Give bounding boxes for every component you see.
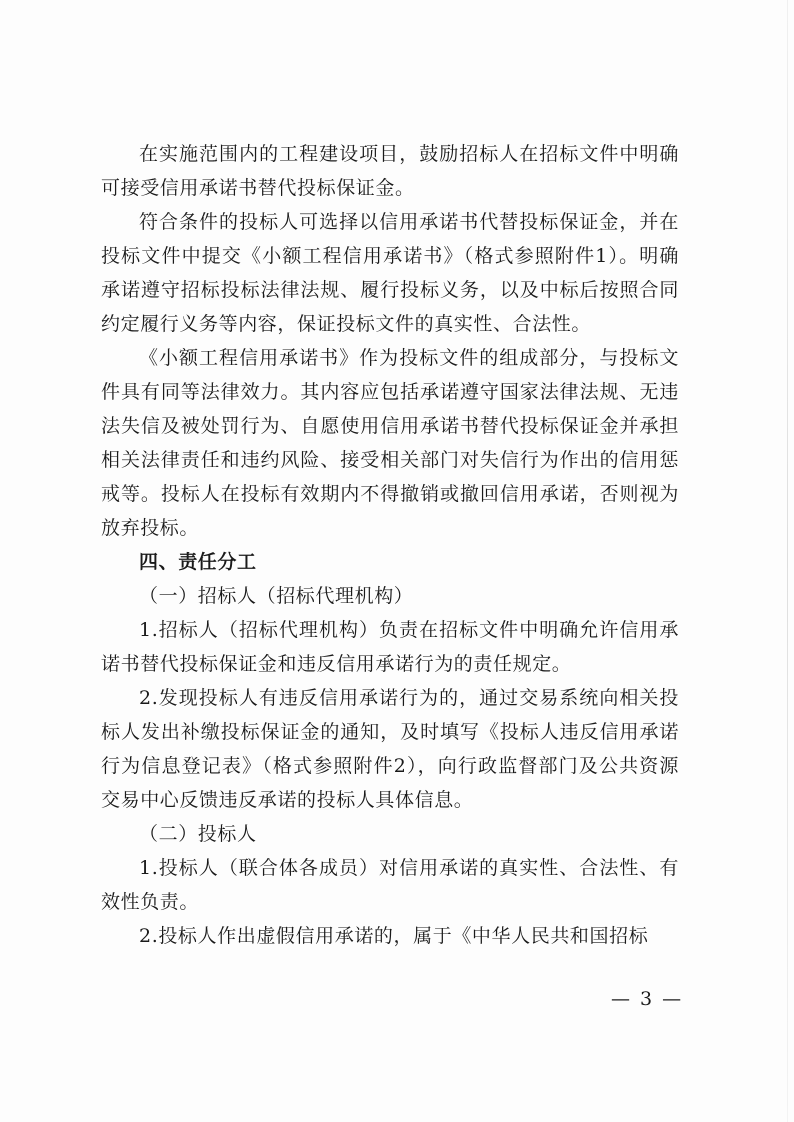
paragraph-eligible-bidders: 符合条件的投标人可选择以信用承诺书代替投标保证金，并在投标文件中提交《小额工程信用承诺书》（格式参照附件1）。明确承诺遵守招标投标法律法规、履行投标义务，以及中标后按照合同约定履行义务等内容，保证投标文件的真实性、合法性。 [101, 211, 679, 335]
paragraph-tenderer-duty-1: 1.招标人（招标代理机构）负责在招标文件中明确允许信用承诺书替代投标保证金和违反信用承诺行为的责任规定。 [101, 619, 679, 675]
paragraph-encourage-credit-commitment: 在实施范围内的工程建设项目，鼓励招标人在招标文件中明确可接受信用承诺书替代投标保证金。 [101, 143, 679, 199]
paragraph-bidder-duty-1: 1.投标人（联合体各成员）对信用承诺的真实性、合法性、有效性负责。 [101, 857, 679, 913]
paragraph-tenderer-duty-2: 2.发现投标人有违反信用承诺行为的，通过交易系统向相关投标人发出补缴投标保证金的通知，及时填写《投标人违反信用承诺行为信息登记表》（格式参照附件2），向行政监督部门及公共资源交易中心反馈违反承诺的投标人具体信息。 [101, 687, 679, 811]
paragraph-bidder-duty-2: 2.投标人作出虚假信用承诺的，属于《中华人民共和国招标 [139, 925, 649, 947]
subheading-tenderer: （一）招标人（招标代理机构） [139, 585, 414, 607]
paragraph-commitment-content: 《小额工程信用承诺书》作为投标文件的组成部分，与投标文件具有同等法律效力。其内容应包括承诺遵守国家法律法规、无违法失信及被处罚行为、自愿使用信用承诺书替代投标保证金并承担相关法律责任和违约风险、接受相关部门对失信行为作出的信用惩戒等。投标人在投标有效期内不得撤销或撤回信用承诺，否则视为放弃投标。 [101, 347, 679, 539]
page-number: — 3 — [611, 988, 684, 1010]
scan-edge-shadow [787, 0, 788, 1122]
document-body [101, 137, 679, 953]
section-heading-responsibilities: 四、责任分工 [139, 551, 257, 573]
subheading-bidder: （二）投标人 [139, 823, 257, 845]
